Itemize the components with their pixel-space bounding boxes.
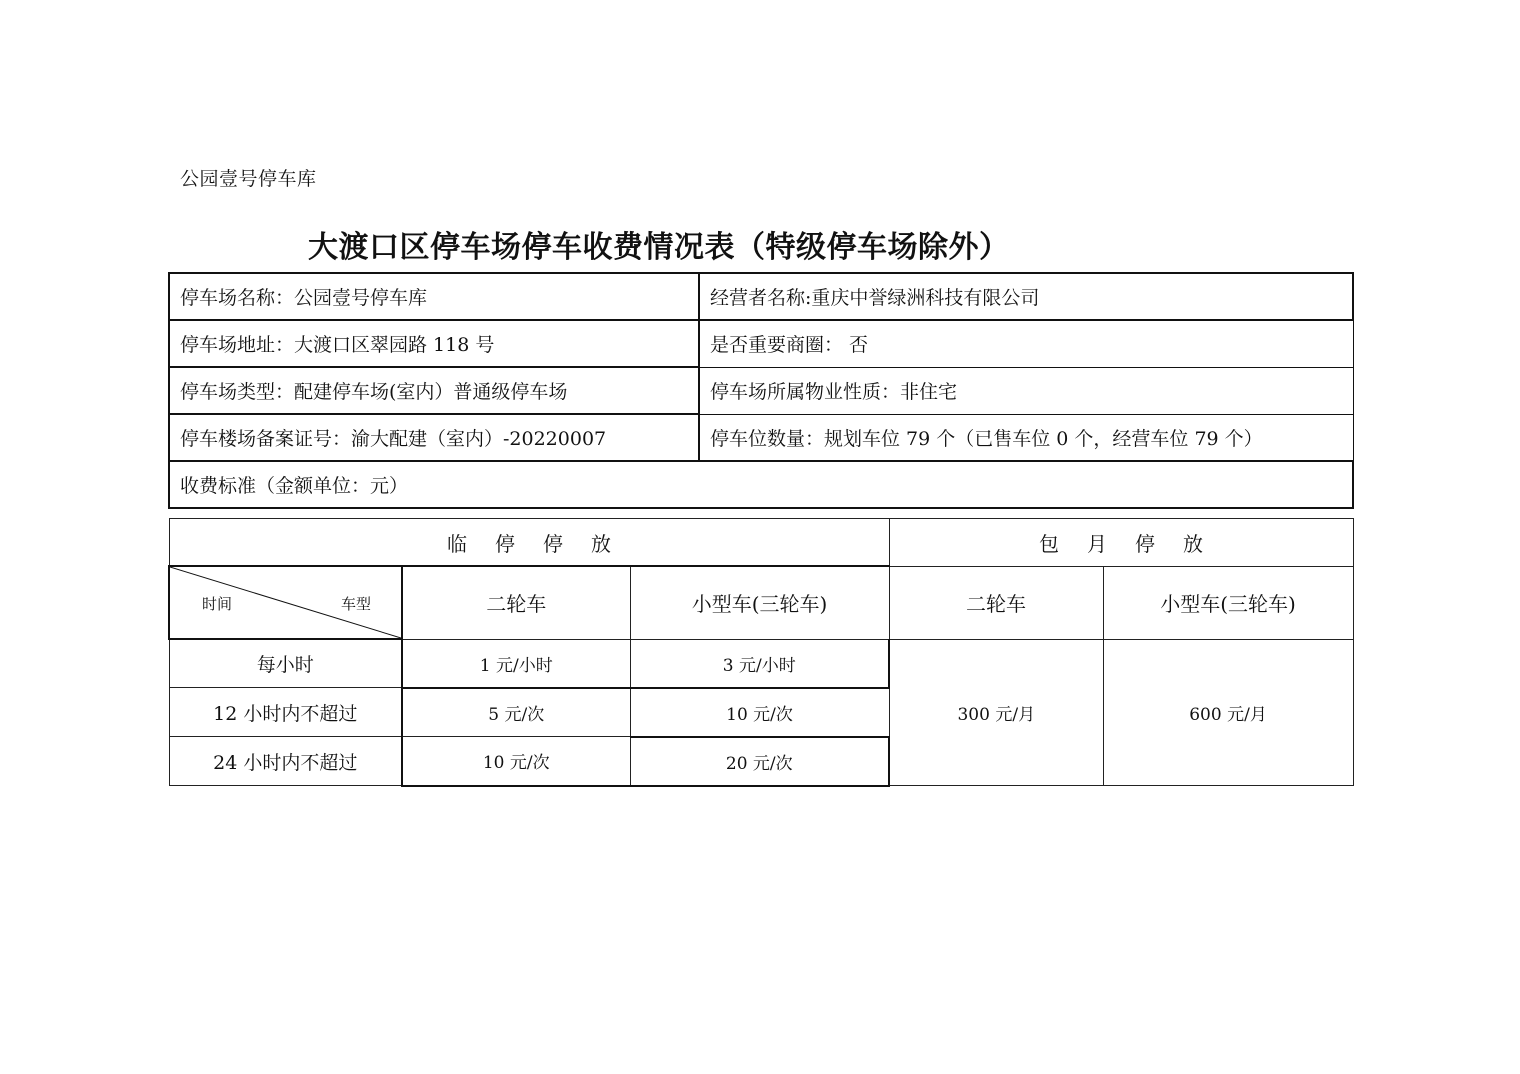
vehicle-type-row bbox=[169, 566, 1353, 639]
small-car-price: 20 元/次 bbox=[630, 737, 889, 786]
monthly-two-wheel-header: 二轮车 bbox=[889, 566, 1103, 639]
info-row bbox=[169, 320, 1353, 367]
two-wheel-price: 1 元/小时 bbox=[402, 639, 630, 688]
lot-type-cell: 停车场类型：配建停车场(室内）普通级停车场 bbox=[169, 367, 699, 414]
parking-spaces-cell: 停车位数量：规划车位 79 个（已售车位 0 个，经营车位 79 个） bbox=[699, 414, 1353, 461]
temporary-parking-label: 临停停放 bbox=[447, 531, 640, 556]
monthly-small-car-header: 小型车(三轮车) bbox=[1103, 566, 1353, 639]
key-business-cell: 是否重要商圈： 否 bbox=[699, 320, 1353, 367]
monthly-parking-header bbox=[889, 519, 1353, 567]
small-car-price: 10 元/次 bbox=[630, 688, 889, 737]
document-title: 大渡口区停车场停车收费情况表（特级停车场除外） bbox=[308, 230, 1010, 265]
info-grid bbox=[168, 272, 1354, 509]
record-number-cell: 停车楼场备案证号：渝大配建（室内）-20220007 bbox=[169, 414, 699, 461]
info-row bbox=[169, 273, 1353, 320]
lot-name-cell: 停车场名称：公园壹号停车库 bbox=[169, 273, 699, 320]
temp-two-wheel-header: 二轮车 bbox=[402, 566, 630, 639]
row-label: 每小时 bbox=[169, 639, 402, 688]
address-cell: 停车场地址：大渡口区翠园路 118 号 bbox=[169, 320, 699, 367]
diagonal-time-label: 时间 bbox=[202, 595, 233, 613]
two-wheel-price: 10 元/次 bbox=[402, 737, 630, 786]
diagonal-type-label: 车型 bbox=[340, 595, 371, 613]
fee-table bbox=[168, 518, 1354, 787]
fee-standard-cell: 收费标准（金额单位：元） bbox=[169, 461, 1353, 508]
info-row bbox=[169, 414, 1353, 461]
info-row bbox=[169, 367, 1353, 414]
temporary-parking-header bbox=[169, 519, 889, 567]
two-wheel-price: 5 元/次 bbox=[402, 688, 630, 737]
monthly-parking-label: 包月停放 bbox=[1039, 531, 1232, 556]
monthly-small-car-price: 600 元/月 bbox=[1103, 639, 1353, 786]
row-label: 24 小时内不超过 bbox=[169, 737, 402, 786]
small-car-price: 3 元/小时 bbox=[630, 639, 889, 688]
monthly-two-wheel-price: 300 元/月 bbox=[889, 639, 1103, 786]
row-label: 12 小时内不超过 bbox=[169, 688, 402, 737]
section-header-row bbox=[169, 519, 1353, 567]
diagonal-header-cell bbox=[169, 566, 402, 639]
parking-lot-header-name: 公园壹号停车库 bbox=[180, 168, 317, 190]
temp-small-car-header: 小型车(三轮车) bbox=[630, 566, 889, 639]
info-row bbox=[169, 461, 1353, 508]
operator-cell: 经营者名称:重庆中誉绿洲科技有限公司 bbox=[699, 273, 1353, 320]
property-nature-cell: 停车场所属物业性质：非住宅 bbox=[699, 367, 1353, 414]
table-row bbox=[169, 639, 1353, 688]
